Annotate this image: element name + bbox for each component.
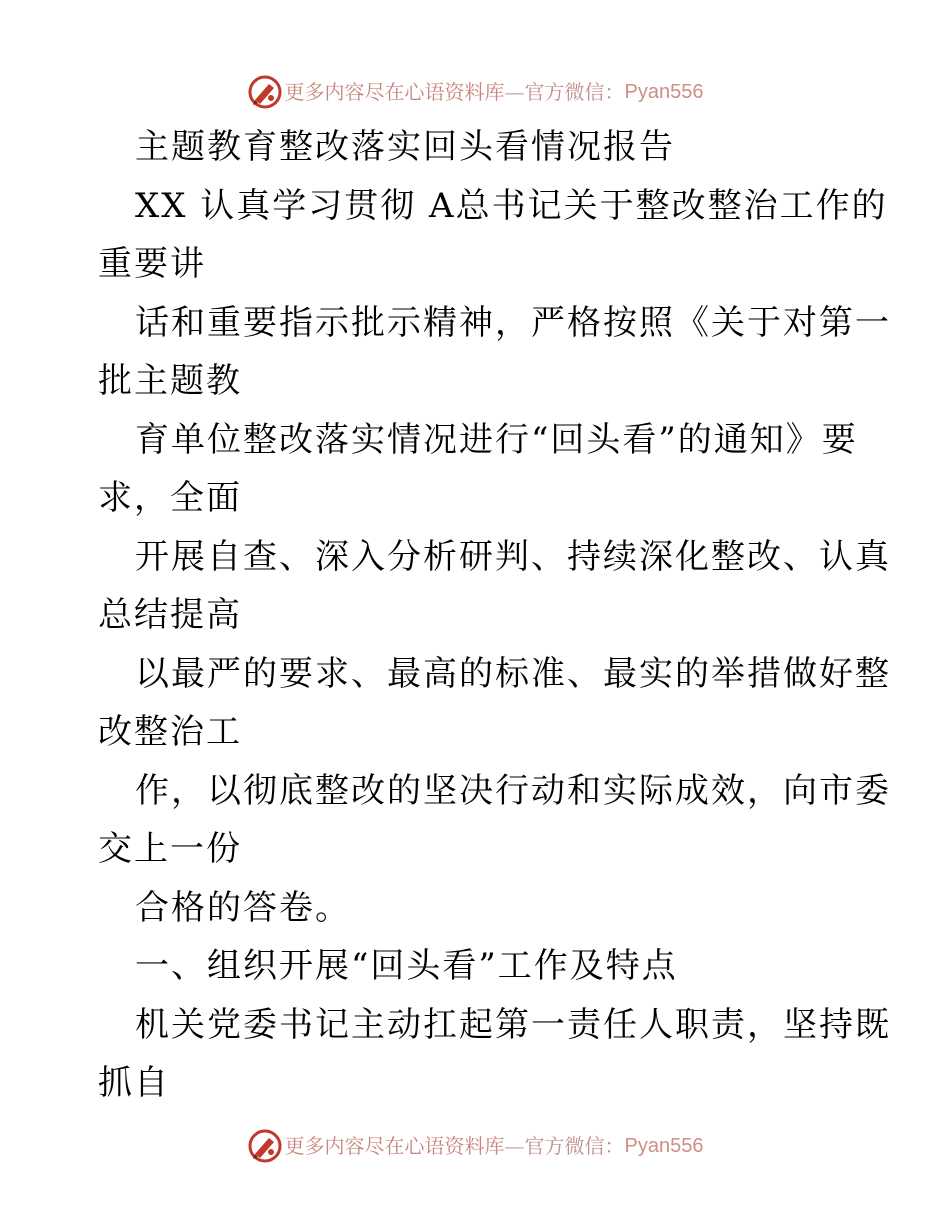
paragraph-line: 改整治工 [98, 712, 242, 752]
paragraph-line: 育单位整改落实情况进行“回头看”的通知》要 [135, 420, 858, 460]
paragraph-line: XX 认真学习贯彻 A总书记关于整改整治工作的 [135, 186, 888, 226]
paragraph-line: 批主题教 [98, 361, 242, 401]
paragraph-line: 交上一份 [98, 829, 242, 869]
document-title: 主题教育整改落实回头看情况报告 [135, 127, 675, 167]
watermark-brand-text: 更多内容尽在心语资料库 [284, 80, 505, 104]
paragraph-line: 机关党委书记主动扛起第一责任人职责，坚持既 [135, 1005, 891, 1045]
paragraph-line: 重要讲 [98, 244, 206, 284]
header-watermark [0, 74, 950, 110]
footer-watermark [0, 1128, 950, 1164]
section-heading: 一、组织开展“回头看”工作及特点 [135, 946, 678, 986]
watermark-label: 官方微信： [524, 80, 625, 104]
watermark-brand-text: 更多内容尽在心语资料库 [284, 1134, 505, 1158]
pen-logo-icon [247, 1128, 283, 1164]
paragraph-line: 总结提高 [98, 595, 242, 635]
watermark-label: 官方微信： [524, 1134, 625, 1158]
watermark-dash: — [504, 1134, 525, 1158]
paragraph-line: 合格的答卷。 [135, 888, 351, 928]
paragraph-line: 作，以彻底整改的坚决行动和实际成效，向市委 [135, 771, 891, 811]
watermark-wechat-id: Pyan556 [624, 81, 704, 103]
paragraph-line: 抓自 [98, 1063, 170, 1103]
paragraph-line: 求，全面 [98, 478, 242, 518]
pen-logo-icon [247, 74, 283, 110]
paragraph-line: 开展自查、深入分析研判、持续深化整改、认真 [135, 537, 891, 577]
paragraph-line: 以最严的要求、最高的标准、最实的举措做好整 [135, 654, 891, 694]
watermark-dash: — [504, 80, 525, 104]
paragraph-line: 话和重要指示批示精神，严格按照《关于对第一 [135, 303, 891, 343]
watermark-wechat-id: Pyan556 [624, 1135, 704, 1157]
